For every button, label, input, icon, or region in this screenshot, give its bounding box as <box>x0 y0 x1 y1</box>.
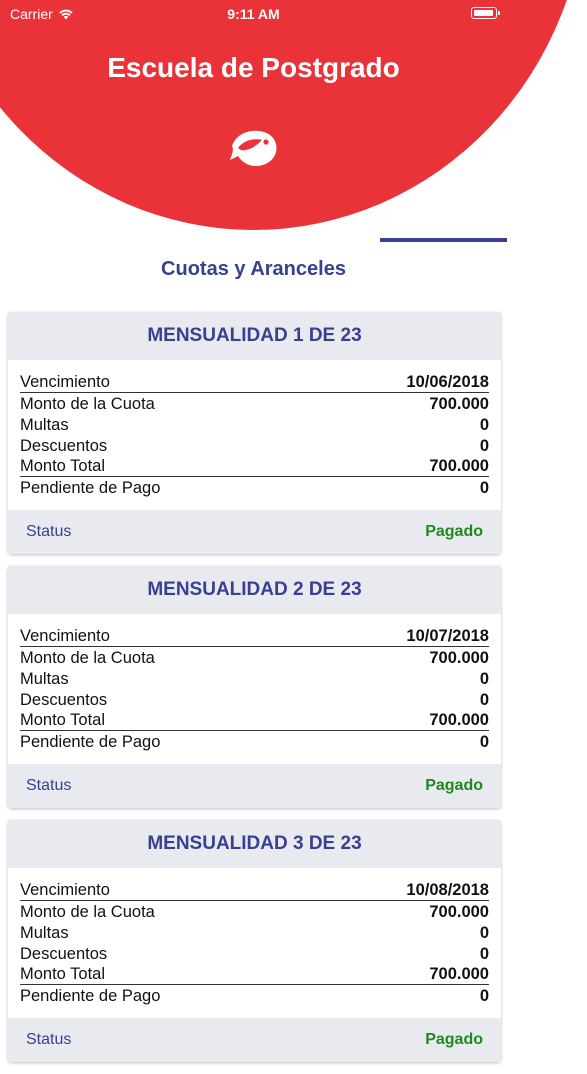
value-monto-cuota: 700.000 <box>429 903 489 921</box>
label-multas: Multas <box>20 670 69 688</box>
value-vencimiento: 10/07/2018 <box>406 627 489 645</box>
card-title: MENSUALIDAD 3 DE 23 <box>8 820 501 868</box>
row-multas <box>20 414 489 435</box>
card-status <box>8 764 501 808</box>
value-pendiente: 0 <box>479 479 489 497</box>
label-monto-cuota: Monto de la Cuota <box>20 649 155 667</box>
value-monto-cuota: 700.000 <box>429 649 489 667</box>
card-details <box>8 868 501 1018</box>
value-multas: 0 <box>479 924 489 942</box>
card-details <box>8 360 501 510</box>
label-multas: Multas <box>20 416 69 434</box>
card-title: MENSUALIDAD 1 DE 23 <box>8 312 501 360</box>
status-label: Status <box>26 777 72 794</box>
row-pendiente <box>20 477 489 498</box>
card-title: MENSUALIDAD 2 DE 23 <box>8 566 501 614</box>
value-pendiente: 0 <box>479 987 489 1005</box>
value-monto-total: 700.000 <box>429 965 489 983</box>
value-pendiente: 0 <box>479 733 489 751</box>
app-title: Escuela de Postgrado <box>107 52 400 83</box>
battery-icon <box>471 7 497 19</box>
status-label: Status <box>26 1031 72 1048</box>
value-descuentos: 0 <box>479 437 489 455</box>
value-vencimiento: 10/06/2018 <box>406 373 489 391</box>
label-monto-total: Monto Total <box>20 965 105 983</box>
value-monto-total: 700.000 <box>429 457 489 475</box>
label-pendiente: Pendiente de Pago <box>20 987 161 1005</box>
row-multas <box>20 668 489 689</box>
label-descuentos: Descuentos <box>20 437 108 455</box>
label-descuentos: Descuentos <box>20 945 108 963</box>
row-pendiente <box>20 985 489 1006</box>
installment-card[interactable] <box>8 312 501 554</box>
fish-logo-icon <box>228 126 280 168</box>
row-monto-total <box>20 964 489 985</box>
row-monto-total <box>20 456 489 477</box>
value-multas: 0 <box>479 670 489 688</box>
label-monto-cuota: Monto de la Cuota <box>20 395 155 413</box>
status-bar <box>0 0 507 28</box>
row-descuentos <box>20 435 489 456</box>
header-background <box>0 0 587 230</box>
row-monto-cuota <box>20 901 489 922</box>
row-vencimiento <box>20 880 489 901</box>
row-monto-cuota <box>20 647 489 668</box>
row-vencimiento <box>20 372 489 393</box>
clock: 9:11 AM <box>227 6 280 22</box>
label-monto-total: Monto Total <box>20 457 105 475</box>
row-descuentos <box>20 689 489 710</box>
row-descuentos <box>20 943 489 964</box>
status-value: Pagado <box>425 777 483 794</box>
installments-list <box>8 312 501 1074</box>
value-multas: 0 <box>479 416 489 434</box>
label-multas: Multas <box>20 924 69 942</box>
value-vencimiento: 10/08/2018 <box>406 881 489 899</box>
installment-card[interactable] <box>8 566 501 808</box>
label-monto-cuota: Monto de la Cuota <box>20 903 155 921</box>
status-value: Pagado <box>425 523 483 540</box>
section-title: Cuotas y Aranceles <box>161 258 346 280</box>
label-pendiente: Pendiente de Pago <box>20 479 161 497</box>
row-monto-cuota <box>20 393 489 414</box>
value-descuentos: 0 <box>479 945 489 963</box>
label-vencimiento: Vencimiento <box>20 627 110 645</box>
status-value: Pagado <box>425 1031 483 1048</box>
label-monto-total: Monto Total <box>20 711 105 729</box>
value-monto-total: 700.000 <box>429 711 489 729</box>
label-pendiente: Pendiente de Pago <box>20 733 161 751</box>
row-monto-total <box>20 710 489 731</box>
card-details <box>8 614 501 764</box>
row-multas <box>20 922 489 943</box>
label-descuentos: Descuentos <box>20 691 108 709</box>
label-vencimiento: Vencimiento <box>20 881 110 899</box>
card-status <box>8 1018 501 1062</box>
value-monto-cuota: 700.000 <box>429 395 489 413</box>
value-descuentos: 0 <box>479 691 489 709</box>
row-vencimiento <box>20 626 489 647</box>
tab-indicator <box>380 238 507 242</box>
card-status <box>8 510 501 554</box>
label-vencimiento: Vencimiento <box>20 373 110 391</box>
status-label: Status <box>26 523 72 540</box>
row-pendiente <box>20 731 489 752</box>
installment-card[interactable] <box>8 820 501 1062</box>
carrier-label: Carrier <box>10 6 53 22</box>
